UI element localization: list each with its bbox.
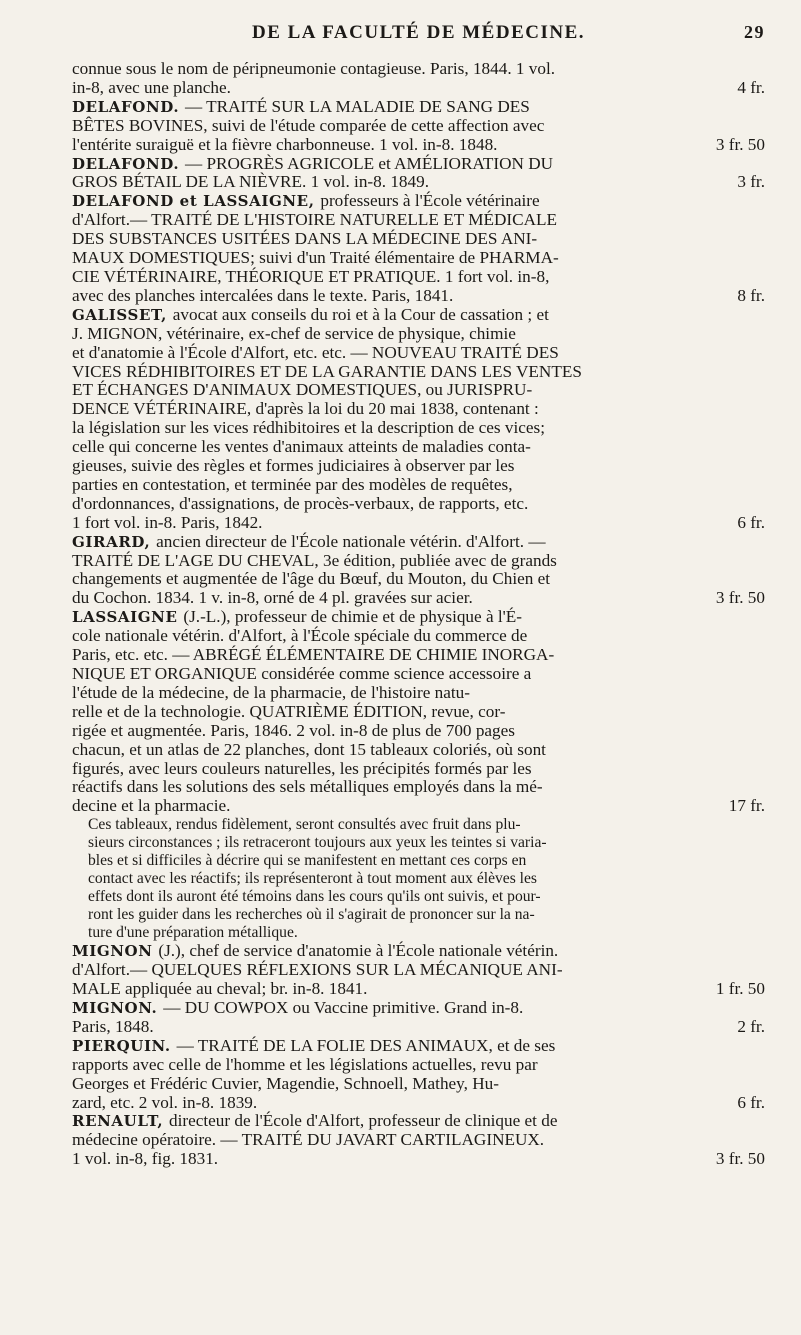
entry-line	[72, 888, 765, 906]
entry-text: Georges et Frédéric Cuvier, Magendie, Schnoell, Mathey, Hu-	[72, 1073, 499, 1093]
entry-text: rigée et augmentée. Paris, 1846. 2 vol. in-8 de plus de 700 pages	[72, 720, 515, 740]
entry-line	[72, 778, 765, 797]
entry-text: d'Alfort.— TRAITÉ DE L'HISTOIRE NATURELLE ET MÉDICALE	[72, 210, 557, 230]
entry-text: DES SUBSTANCES USITÉES DANS LA MÉDECINE DES ANI-	[72, 229, 538, 249]
entry-line	[72, 344, 765, 363]
entry-text: connue sous le nom de péripneumonie contagieuse. Paris, 1844. 1 vol.	[72, 59, 556, 78]
entry-text: gieuses, suivie des règles et formes judiciaires à observer par les	[72, 456, 515, 476]
entry-line	[72, 684, 765, 703]
entry-line	[72, 457, 765, 476]
entry-line	[72, 834, 765, 852]
entry-line	[72, 268, 765, 287]
entry-line	[72, 980, 765, 999]
entry-text: Paris, 1848.	[72, 1016, 154, 1036]
entry-line	[72, 438, 765, 457]
entry-text: DENCE VÉTÉRINAIRE, d'après la loi du 20 mai 1838, contenant :	[72, 399, 539, 419]
entry-line	[72, 192, 765, 211]
entry-text: changements et augmentée de l'âge du Bœuf, du Mouton, du Chien et	[72, 569, 551, 589]
catalogue-entry	[72, 533, 765, 609]
entry-line	[72, 1131, 765, 1150]
author-name: GALISSET,	[72, 305, 173, 324]
entry-text: MAUX DOMESTIQUES; suivi d'un Traité élémentaire de PHARMA-	[72, 248, 559, 268]
entry-text: relle et de la technologie. QUATRIÈME ÉDITION, revue, cor-	[72, 701, 506, 721]
price: 17 fr.	[728, 796, 765, 816]
price: 3 fr. 50	[715, 1149, 765, 1169]
entry-line	[72, 961, 765, 980]
entry-text: CIE VÉTÉRINAIRE, THÉORIQUE ET PRATIQUE. 1 fort vol. in-8,	[72, 266, 550, 286]
entry-text: BÊTES BOVINES, suivi de l'étude comparée de cette affection avec	[72, 115, 545, 135]
entry-line	[72, 381, 765, 400]
entry-line	[72, 98, 765, 117]
entry-line	[72, 1075, 765, 1094]
entry-line	[72, 476, 765, 495]
catalogue-entry	[72, 155, 765, 193]
entry-line	[72, 249, 765, 268]
entry-text: Paris, etc. etc. — ABRÉGÉ ÉLÉMENTAIRE DE CHIMIE INORGA-	[72, 645, 555, 665]
author-name: DELAFOND et LASSAIGNE,	[72, 192, 321, 211]
entry-text: 1 fort vol. in-8. Paris, 1842.	[72, 512, 263, 532]
price: 8 fr.	[737, 285, 765, 305]
author-name: DELAFOND.	[72, 154, 185, 173]
entry-text: ront les guider dans les recherches où il s'agirait de prononcer sur la na-	[88, 906, 535, 924]
entry-line	[72, 1037, 765, 1056]
entry-text: la législation sur les vices rédhibitoires et la description de ces vices;	[72, 418, 545, 438]
entry-text: effets dont ils auront été témoins dans les cours qu'ils ont suivis, et pour-	[88, 888, 541, 906]
author-name: LASSAIGNE	[72, 608, 184, 627]
catalogue-entry	[72, 1112, 765, 1169]
entry-line	[72, 230, 765, 249]
entry-text: figurés, avec leurs couleurs naturelles, les précipités formés par les	[72, 758, 532, 778]
entry-line	[72, 1056, 765, 1075]
entry-text: l'étude de la médecine, de la pharmacie, de l'histoire natu-	[72, 682, 470, 702]
entry-line	[72, 942, 765, 961]
entry-line	[72, 906, 765, 924]
entry-text: cole nationale vétérin. d'Alfort, à l'École spéciale du commerce de	[72, 626, 528, 646]
entry-text: d'Alfort.— QUELQUES RÉFLEXIONS SUR LA MÉCANIQUE ANI-	[72, 960, 563, 980]
entry-line	[72, 117, 765, 136]
catalogue-entry	[72, 1037, 765, 1113]
entry-line	[72, 1150, 765, 1169]
entry-text: — DU COWPOX ou Vaccine primitive. Grand in-8.	[163, 997, 524, 1017]
entry-line	[72, 363, 765, 382]
entry-line	[72, 306, 765, 325]
entry-text: NIQUE ET ORGANIQUE considérée comme science accessoire a	[72, 664, 532, 683]
entry-line	[72, 325, 765, 344]
price: 3 fr.	[737, 172, 765, 192]
entry-text: ET ÉCHANGES D'ANIMAUX DOMESTIQUES, ou JURISPRU-	[72, 380, 533, 400]
price: 1 fr. 50	[715, 979, 765, 999]
entry-line	[72, 646, 765, 665]
entry-line	[72, 741, 765, 760]
entry-text: sieurs circonstances ; ils retraceront toujours aux yeux les teintes si varia-	[88, 834, 547, 852]
entry-line	[72, 852, 765, 870]
entry-text: contact avec les réactifs; ils représenteront à tout moment aux élèves les	[88, 870, 538, 888]
entry-text: MALE appliquée au cheval; br. in-8. 1841.	[72, 979, 368, 999]
entry-text: in-8, avec une planche.	[72, 77, 231, 97]
entry-line	[72, 760, 765, 779]
catalogue-entry	[72, 942, 765, 999]
running-title: DE LA FACULTÉ DE MÉDECINE.	[251, 22, 586, 43]
entry-text: TRAITÉ DE L'AGE DU CHEVAL, 3e édition, publiée avec de grands	[72, 550, 557, 570]
catalogue-text	[72, 60, 765, 1169]
entry-line	[72, 287, 765, 306]
entry-line	[72, 211, 765, 230]
entry-line	[72, 419, 765, 438]
entry-line	[72, 627, 765, 646]
entry-text: bles et si difficiles à décrire qui se manifestent en mettant ces corps en	[88, 852, 527, 870]
entry-line	[72, 495, 765, 514]
entry-text: ancien directeur de l'École nationale vétérin. d'Alfort. —	[156, 531, 546, 551]
price: 3 fr. 50	[715, 588, 765, 608]
author-name: DELAFOND.	[72, 97, 185, 116]
price: 3 fr. 50	[715, 134, 765, 154]
entry-line	[72, 797, 765, 816]
entry-text: médecine opératoire. — TRAITÉ DU JAVART CARTILAGINEUX.	[72, 1130, 545, 1150]
author-name: PIERQUIN.	[72, 1036, 177, 1055]
entry-text: J. MIGNON, vétérinaire, ex-chef de service de physique, chimie	[72, 323, 516, 343]
catalogue-entry	[72, 60, 765, 98]
price: 6 fr.	[737, 512, 765, 532]
price: 6 fr.	[737, 1092, 765, 1112]
entry-line	[72, 816, 765, 834]
entry-text: chacun, et un atlas de 22 planches, dont 15 tableaux coloriés, où sont	[72, 739, 546, 759]
entry-text: parties en contestation, et terminée par des modèles de requêtes,	[72, 474, 513, 494]
catalogue-entry	[72, 608, 765, 816]
entry-text: GROS BÉTAIL DE LA NIÈVRE. 1 vol. in-8. 1849.	[72, 172, 429, 192]
entry-line	[72, 924, 765, 942]
entry-line	[72, 60, 765, 79]
entry-line	[72, 533, 765, 552]
entry-text: avec des planches intercalées dans le texte. Paris, 1841.	[72, 285, 454, 305]
author-name: MIGNON.	[72, 998, 164, 1017]
catalogue-entry	[72, 306, 765, 533]
entry-text: réactifs dans les solutions des sels métalliques employés dans la mé-	[72, 777, 543, 797]
entry-text: directeur de l'École d'Alfort, professeur de clinique et de	[169, 1111, 558, 1131]
entry-line	[72, 589, 765, 608]
price: 2 fr.	[737, 1016, 765, 1036]
entry-text: et d'anatomie à l'École d'Alfort, etc. etc. — NOUVEAU TRAITÉ DES	[72, 342, 559, 362]
entry-line	[72, 1018, 765, 1037]
entry-line	[72, 1112, 765, 1131]
entry-line	[72, 608, 765, 627]
entry-text: rapports avec celle de l'homme et les législations actuelles, revu par	[72, 1054, 538, 1074]
entry-text: 1 vol. in-8, fig. 1831.	[72, 1149, 219, 1169]
entry-text: VICES RÉDHIBITOIRES ET DE LA GARANTIE DANS LES VENTES	[72, 361, 582, 381]
entry-line	[72, 400, 765, 419]
entry-text: l'entérite suraiguë et la fièvre charbonneuse. 1 vol. in-8. 1848.	[72, 134, 498, 154]
entry-line	[72, 514, 765, 533]
entry-line	[72, 79, 765, 98]
entry-text: du Cochon. 1834. 1 v. in-8, orné de 4 pl. gravées sur acier.	[72, 588, 473, 608]
running-head	[72, 22, 765, 60]
entry-text: celle qui concerne les ventes d'animaux atteints de maladies conta-	[72, 437, 531, 457]
entry-line	[72, 703, 765, 722]
entry-line	[72, 136, 765, 155]
entry-text: (J.-L.), professeur de chimie et de physique à l'É-	[183, 607, 522, 627]
entry-text: ture d'une préparation métallique.	[88, 924, 298, 942]
page-number: 29	[744, 22, 765, 42]
entry-text: (J.), chef de service d'anatomie à l'École nationale vétérin.	[158, 941, 559, 961]
price: 4 fr.	[737, 77, 765, 97]
entry-line	[72, 173, 765, 192]
catalogue-entry	[72, 192, 765, 305]
entry-text: professeurs à l'École vétérinaire	[320, 191, 540, 211]
entry-line	[72, 552, 765, 571]
entry-text: decine et la pharmacie.	[72, 796, 231, 816]
entry-text: avocat aux conseils du roi et à la Cour de cassation ; et	[172, 304, 549, 324]
catalogue-entry	[72, 999, 765, 1037]
entry-line	[72, 665, 765, 684]
entry-text: Ces tableaux, rendus fidèlement, seront consultés avec fruit dans plu-	[88, 816, 521, 834]
entry-text: — TRAITÉ DE LA FOLIE DES ANIMAUX, et de ses	[176, 1035, 556, 1055]
entry-line	[72, 570, 765, 589]
author-name: GIRARD,	[72, 532, 157, 551]
entry-line	[72, 870, 765, 888]
entry-line	[72, 999, 765, 1018]
entry-text: d'ordonnances, d'assignations, de procès-verbaux, de rapports, etc.	[72, 493, 529, 513]
entry-text: — TRAITÉ SUR LA MALADIE DE SANG DES	[184, 96, 530, 116]
author-name: RENAULT,	[72, 1112, 170, 1131]
entry-note	[72, 816, 765, 942]
entry-text: zard, etc. 2 vol. in-8. 1839.	[72, 1092, 258, 1112]
entry-line	[72, 1094, 765, 1113]
catalogue-entry	[72, 98, 765, 155]
entry-line	[72, 155, 765, 174]
author-name: MIGNON	[72, 942, 159, 961]
entry-text: — PROGRÈS AGRICOLE et AMÉLIORATION DU	[184, 153, 554, 173]
entry-line	[72, 722, 765, 741]
